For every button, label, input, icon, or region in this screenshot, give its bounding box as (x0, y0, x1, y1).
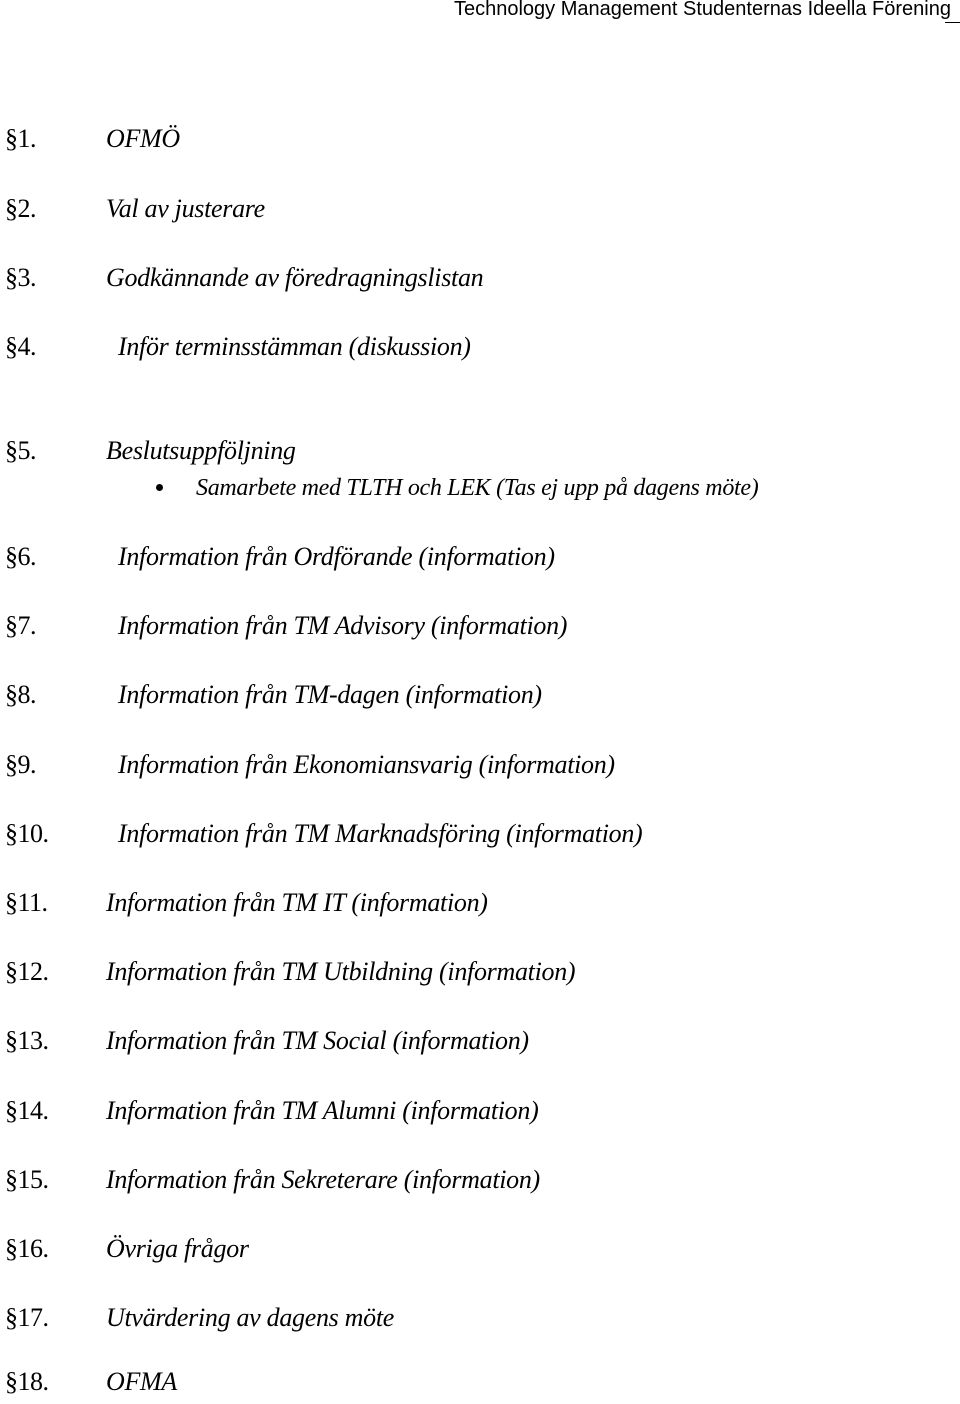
agenda-item-title: Information från TM-dagen (information) (118, 680, 542, 709)
agenda-item-title: Information från TM Alumni (information) (106, 1096, 539, 1125)
agenda-item-title: Information från TM IT (information) (106, 888, 488, 917)
agenda-item-title: Godkännande av föredragningslistan (106, 263, 484, 292)
agenda-item-number: §6. (5, 542, 36, 571)
agenda-item-number: §5. (5, 436, 36, 465)
agenda-item-title: Beslutsuppföljning (106, 436, 296, 465)
bullet-icon (156, 484, 163, 491)
agenda-item-number: §14. (5, 1096, 49, 1125)
agenda-item-title: Information från Sekreterare (information) (106, 1165, 540, 1194)
agenda-item-title: Utvärdering av dagens möte (106, 1303, 395, 1332)
organization-name: Technology Management Studenternas Ideella Förening (454, 0, 951, 20)
agenda-item-number: §2. (5, 194, 36, 223)
agenda-item-title: OFMA (106, 1367, 177, 1396)
agenda-item-title: Information från TM Marknadsföring (information) (118, 819, 643, 848)
agenda-item-number: §4. (5, 332, 36, 361)
agenda-item-number: §7. (5, 611, 36, 640)
agenda-item-number: §3. (5, 263, 36, 292)
agenda-item-number: §12. (5, 957, 49, 986)
agenda-item-title: Information från Ekonomiansvarig (information) (118, 750, 615, 779)
agenda-item-number: §18. (5, 1367, 49, 1396)
agenda-item-title: Val av justerare (106, 194, 265, 223)
agenda-item-title: OFMÖ (106, 124, 180, 153)
agenda-item-number: §10. (5, 819, 49, 848)
agenda-item-number: §13. (5, 1026, 49, 1055)
agenda-item-number: §11. (5, 888, 48, 917)
agenda-item-number: §1. (5, 124, 36, 153)
agenda-item-title: Information från Ordförande (information) (118, 542, 555, 571)
page-header (0, 0, 960, 24)
agenda-sub-text: Samarbete med TLTH och LEK (Tas ej upp på dagens möte) (196, 475, 759, 501)
agenda-item-title: Information från TM Social (information) (106, 1026, 529, 1055)
agenda-item-number: §9. (5, 750, 36, 779)
agenda-item-title: Inför terminsstämman (diskussion) (118, 332, 471, 361)
header-rule (945, 22, 960, 23)
agenda-item-number: §17. (5, 1303, 49, 1332)
agenda-item-title: Övriga frågor (106, 1234, 249, 1263)
agenda-item-title: Information från TM Utbildning (information) (106, 957, 576, 986)
agenda-item-number: §16. (5, 1234, 49, 1263)
agenda-item-number: §15. (5, 1165, 49, 1194)
agenda-item-number: §8. (5, 680, 36, 709)
agenda-item-title: Information från TM Advisory (information) (118, 611, 568, 640)
